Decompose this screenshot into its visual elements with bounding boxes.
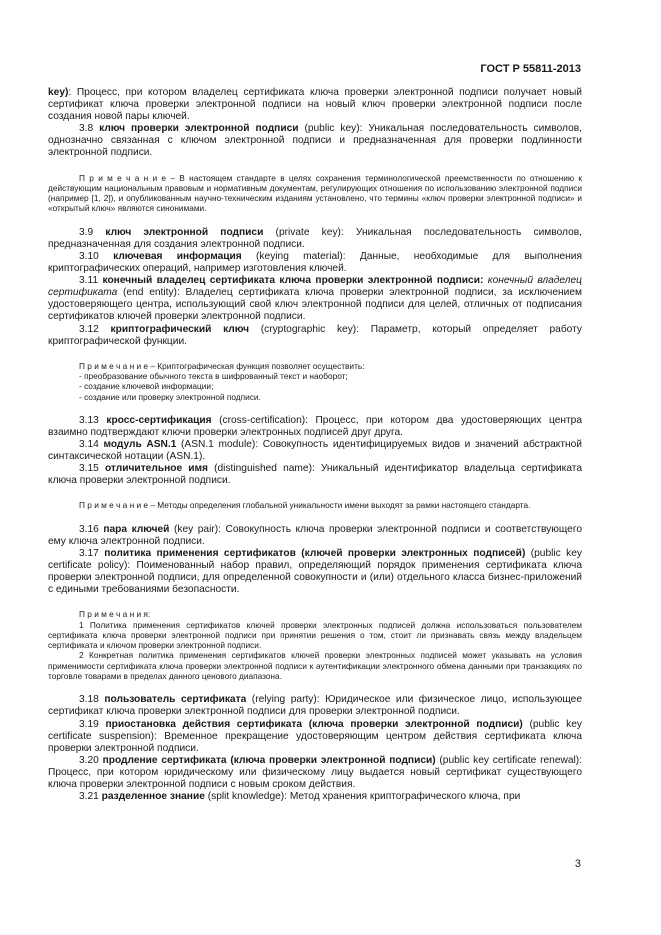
term-3-20: 3.20 продление сертификата (ключа проверки электронной подписи) (public key certificate renewal): Процесс, при котором юридическому или физическому лицу выдается новый сертификат существующего ключа проверки электронной подписи с новым сроком действия. <box>48 754 582 791</box>
paragraph-continuation: key): Процесс, при котором владелец сертификата ключа проверки электронной подписи получает новый сертификат ключа проверки электронной подписи на новый ключ проверки электронной подписи после создания новой пары ключей. <box>48 87 582 123</box>
term-3-18: 3.18 пользователь сертификата (relying party): Юридическое или физическое лицо, использующее сертификат ключа проверки электронной подписи для проверки электронной подписи. <box>48 694 583 718</box>
note-2: П р и м е ч а н и е – Криптографическая функция позволяет осуществить: - преобразование обычного текста в шифрованный текст и наоборот; - создание ключевой информации; - создание или проверку электронной подписи. <box>48 361 582 402</box>
term-3-12: 3.12 криптографический ключ (cryptographic key): Параметр, который определяет работу криптографической функции. <box>48 323 582 347</box>
term-3-13: 3.13 кросс-сертификация (cross-certification): Процесс, при котором два удостоверяющих центра взаимно подтверждают ключи проверки электронных подписей друг друга. <box>48 414 582 438</box>
term-3-15: 3.15 отличительное имя (distinguished name): Уникальный идентификатор владельца сертификата ключа проверки электронной подписи. <box>48 463 582 487</box>
page-number: 3 <box>574 858 581 870</box>
document-header-id: ГОСТ Р 55811-2013 <box>480 63 581 75</box>
term-3-9: 3.9 ключ электронной подписи (private key): Уникальная последовательность символов, предназначенная для создания электронной подписи. <box>48 226 583 250</box>
note-item: 2 Конкретная политика применения сертификатов ключей проверки электронных подписей может указывать на условия применимости сертификата ключа проверки электронной подписи к аутентификации электронного обмена данными при транзакциях по торговле товарами в пределах данного ценового диапазона. <box>48 650 582 682</box>
term-3-10: 3.10 ключевая информация (keying material): Данные, необходимые для выполнения криптографических операций, например изготовления ключей. <box>48 250 582 275</box>
term-3-19: 3.19 приостановка действия сертификата (ключа проверки электронной подписи) (public key certificate suspension): Временное прекращение удостоверяющим центром действия сертификата ключа проверки электронной подписи. <box>48 718 582 754</box>
term-3-17: 3.17 политика применения сертификатов (ключей проверки электронных подписей) (public key certificate policy): Поименованный набор правил, определяющий порядок применения сертификата ключа проверки электронной подписи, для определенной совокупности и (или) отдельного класса бизнес-приложений с едиными требованиями безопасности. <box>48 547 582 596</box>
term-3-11: 3.11 конечный владелец сертификата ключа проверки электронной подписи: конечный владелец сертификата (end entity): Владелец сертификата ключа проверки электронной подписи, за исключением удостоверяющего центра, использующий свой ключ электронной подписи для целей, отличных от подписания сертификатов ключей проверки электронной подписи. <box>48 275 582 323</box>
document-body <box>48 87 582 803</box>
note-item: - создание или проверку электронной подписи. <box>79 391 261 402</box>
term-3-21: 3.21 разделенное знание (split knowledge): Метод хранения криптографического ключа, при <box>79 791 521 803</box>
note-item: - преобразование обычного текста в шифрованный текст и наоборот; <box>79 370 348 381</box>
term-3-16: 3.16 пара ключей (key pair): Совокупность ключа проверки электронной подписи и соответствующего ему ключа электронной подписи. <box>48 523 582 547</box>
term-3-14: 3.14 модуль ASN.1 (ASN.1 module): Совокупность идентифицируемых видов и значений абстрактной синтаксической нотации (ASN.1). <box>48 439 582 463</box>
note-4: П р и м е ч а н и я: 1 Политика применения сертификатов ключей проверки электронных подписей должна использоваться пользователем сертификата ключа проверки электронной подписи при принятии решения о том, стоит ли признавать связь между владельцем сертификата и ключом проверки электронной подписи. 2 Конкретная политика применения сертификатов ключей проверки электронных подписей может указывать на условия применимости сертификата ключа проверки электронной подписи к аутентификации электронного обмена данными при транзакциях по торговле товарами в пределах данного ценового диапазона. <box>48 609 582 682</box>
note-item: 1 Политика применения сертификатов ключей проверки электронных подписей должна использоваться пользователем сертификата ключа проверки электронной подписи при принятии решения о том, стоит ли признавать связь между владельцем сертификата и ключом проверки электронной подписи. <box>48 619 582 651</box>
note-item: - создание ключевой информации; <box>79 381 214 392</box>
note-1: П р и м е ч а н и е – В настоящем стандарте в целях сохранения терминологической преемственности по отношению к действующим национальным правовым и нормативным документам, регулирующих отношения по использованию электронной подписи (например [1, 2]), и опубликованным научно-техническим изданиям установлено, что термины «ключ проверки электронной подписи» и «открытый ключ» являются синонимами. <box>48 172 582 214</box>
term-3-8: 3.8 ключ проверки электронной подписи (public key): Уникальная последовательность символов, однозначно связанная с ключом электронной подписи и предназначенная для проверки подлинности электронной подписи. <box>48 123 582 159</box>
note-3: П р и м е ч а н и е – Методы определения глобальной уникальности имени выходят за рамки настоящего стандарта. <box>79 500 531 511</box>
